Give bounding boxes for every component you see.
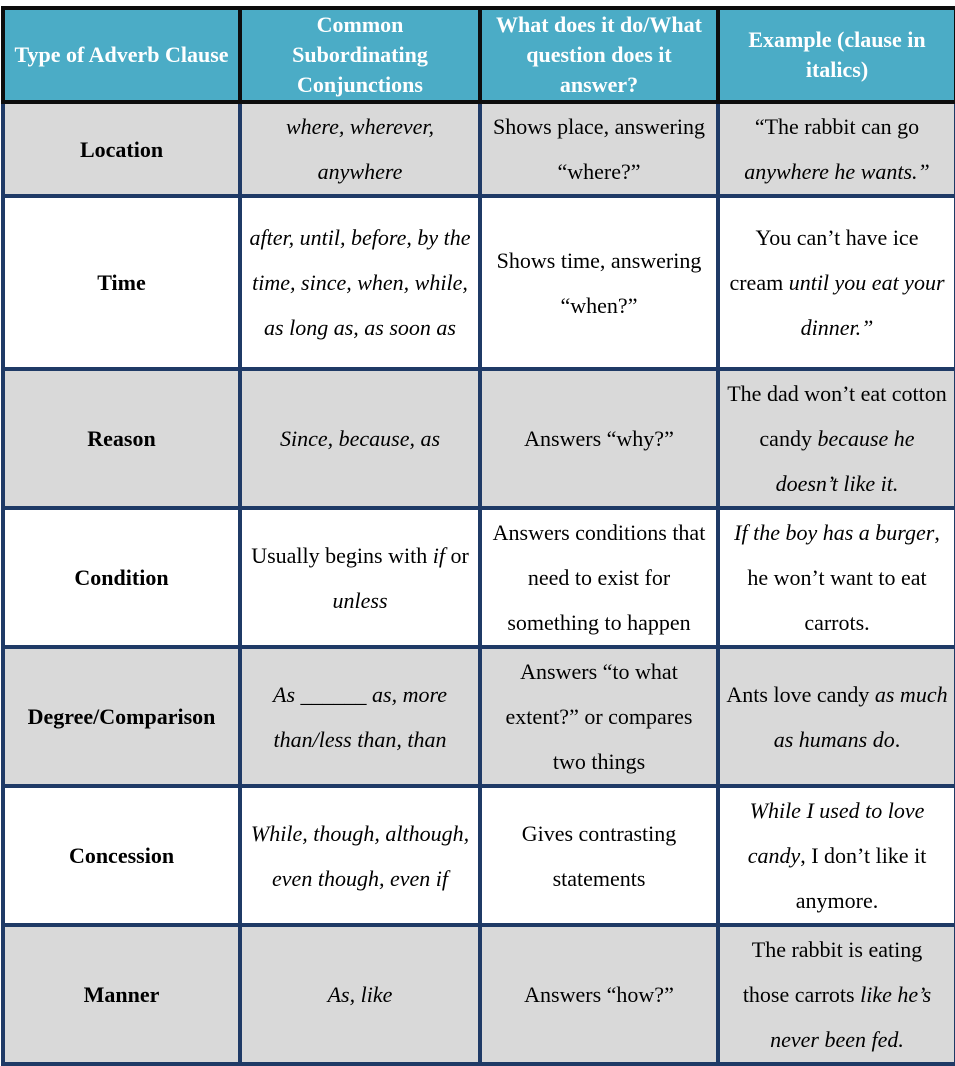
function-cell: Answers “how?” (480, 925, 718, 1064)
example-text-tail: . (894, 726, 901, 752)
table-row-concession (3, 786, 955, 925)
example-clause-italic: anywhere he wants.” (744, 159, 930, 184)
example-text-tail: , I don’t like it anymore. (795, 843, 927, 913)
example-cell (718, 508, 955, 647)
clause-type-cell: Manner (3, 925, 240, 1064)
table-row-location (3, 102, 955, 196)
header-what-does-it-do: What does it do/What question does it answer? (480, 8, 718, 102)
example-clause-italic: If the boy has a burger (734, 520, 935, 545)
header-example: Example (clause in italics) (718, 8, 955, 102)
table-row-condition (3, 508, 955, 647)
clause-type-cell: Concession (3, 786, 240, 925)
example-clause-italic: as much as humans do (773, 681, 948, 752)
example-text: The rabbit is eating those carrots (742, 937, 923, 1007)
conjunction-unless: unless (332, 587, 388, 613)
function-cell: Gives contrasting statements (480, 786, 718, 925)
table-row-degree-comparison (3, 647, 955, 786)
table-header-row (3, 8, 955, 102)
adverb-clause-table-container (0, 6, 955, 1052)
function-cell: Shows time, answering “when?” (480, 196, 718, 369)
example-clause-italic: like he’s never been fed. (770, 982, 932, 1052)
example-clause-italic: While I used to love candy (747, 798, 925, 868)
example-text: The dad won’t eat cotton candy (727, 381, 947, 451)
conjunctions-text: Usually begins with (251, 542, 433, 568)
clause-type-cell: Degree/Comparison (3, 647, 240, 786)
clause-type-cell: Reason (3, 369, 240, 508)
function-cell: Answers “to what extent?” or compares two things (480, 647, 718, 786)
conjunctions-cell (240, 508, 480, 647)
table-row-time (3, 196, 955, 369)
example-cell (718, 786, 955, 925)
clause-type-cell: Time (3, 196, 240, 369)
example-cell (718, 196, 955, 369)
conjunction-if: if (432, 542, 445, 568)
conjunctions-cell: As, like (240, 925, 480, 1064)
example-text: “The rabbit can go (754, 114, 920, 139)
example-cell (718, 369, 955, 508)
example-cell (718, 647, 955, 786)
example-text: You can’t have ice cream (729, 225, 919, 295)
conjunctions-cell: Since, because, as (240, 369, 480, 508)
example-text-tail: , he won’t want to eat carrots. (747, 520, 940, 635)
clause-type-cell: Condition (3, 508, 240, 647)
conjunctions-cell: after, until, before, by the time, since, when, while, as long as, as soon as (240, 196, 480, 369)
conjunctions-cell: As ______ as, more than/less than, than (240, 647, 480, 786)
function-cell: Shows place, answering “where?” (480, 102, 718, 196)
example-cell (718, 102, 955, 196)
table-row-manner (3, 925, 955, 1064)
conjunctions-cell: While, though, although, even though, even if (240, 786, 480, 925)
function-cell: Answers conditions that need to exist for something to happen (480, 508, 718, 647)
example-cell (718, 925, 955, 1064)
example-clause-italic: because he doesn’t like it. (775, 426, 915, 496)
table-row-reason (3, 369, 955, 508)
header-type-of-adverb-clause: Type of Adverb Clause (3, 8, 240, 102)
function-cell: Answers “why?” (480, 369, 718, 508)
clause-type-cell: Location (3, 102, 240, 196)
adverb-clause-table (1, 6, 955, 1066)
example-text: Ants love candy (726, 681, 875, 707)
conjunctions-cell: where, wherever, anywhere (240, 102, 480, 196)
header-subordinating-conjunctions: Common Subordinating Conjunctions (240, 8, 480, 102)
conjunctions-text-or: or (444, 542, 469, 568)
example-clause-italic: until you eat your dinner.” (788, 270, 945, 340)
